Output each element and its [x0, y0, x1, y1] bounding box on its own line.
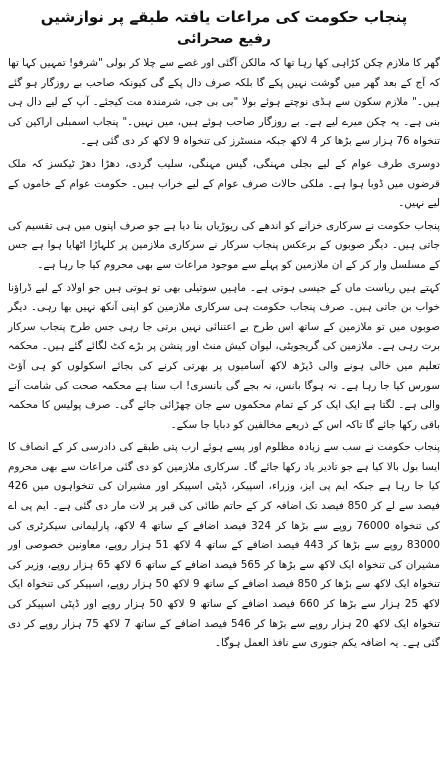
- article-paragraph: کہتے ہیں ریاست ماں کے جیسی ہوتی ہے۔ ماہیں سوتیلی بھی تو ہوتی ہیں جو اولاد کے لیے ڈراؤنا خواب بن جاتی ہیں۔ صرف پنجاب حکومت ہی سرکاری ملازمین کو اپنی آنکھ نہیں بھا رہی۔ دیگر صوبوں میں تو ملازمین کے ساتھ اس طرح بے اعتنائی نہیں برتی جا رہی جس طرح پنجاب سرکار برت رہی ہے۔ ملازمین کی گریجویٹی، لیوان کیش منٹ اور پنشن پر بڑے کٹ لگائے گئے ہیں۔ محکمہ تعلیم میں خالی ہونے والی ڈیڑھ لاکھ آسامیوں پر بھرتی کرنے کی بجائے اسکولوں کو ہی آؤٹ سورس کیا جا رہا ہے۔ نہ ہوگا بانس، نہ بجے گی بانسری! اب سنا ہے محکمہ صحت کی شامت آنے والی ہے۔ لگتا ہے ایک ایک کر کے تمام محکموں سے جان چھڑائی جائے گی۔ صرف پولیس کا محکمہ باقی رکھا جائے گا تاکہ اس کے ذریعے مخالفین کو دبایا جا سکے۔: [8, 281, 440, 431]
- article-paragraph: گھر کا ملازم چکن کڑاہی کھا رہا تھا کہ مالکن آگئی اور غصے سے چلا کر بولی "شرفو! تمہیں کہا تھا کہ آج کے بعد گھر میں گوشت نہیں پکے گا بلکہ صرف دال پکے گی کیونکہ صاحب بے روزگار ہو گئے ہیں۔" ملازم سکون سے ہڈی نوچتے ہوئے بولا "بی بی جی، شرمندہ مت کیجئے۔ آپ کے لیے دال ہی بنی ہے۔ یہ چکن میرے لیے ہے۔ بے روزگار صاحب ہوئے ہیں، میں نہیں۔" پنجاب اسمبلی اراکین کی تنخواہ 76 ہزار سے بڑھا کر 4 لاکھ جبکہ منسٹرز کی تنخواہ 9 لاکھ کر دی گئی ہے۔: [8, 57, 440, 148]
- article-author: رفیع صحرائی: [177, 31, 271, 47]
- article-title: پنجاب حکومت کی مراعات یافتہ طبقے پر نوازشیں: [40, 8, 408, 26]
- article-paragraph: دوسری طرف عوام کے لیے بجلی مہنگی، گیس مہنگی، سلیب گردی، دھڑا دھڑ ٹیکسز کہ ملک قرضوں میں ڈوبا ہوا ہے۔ ملکی حالات صرف عوام کے لیے خراب ہیں۔ حکومت عوام کے خاموں کے لیے نہیں۔: [8, 157, 440, 210]
- article-paragraph: پنجاب حکومت نے سب سے زیادہ مظلوم اور پسے ہوئے ارب پتی طبقے کی دادرسی کر کے انصاف کا ایسا بول بالا کیا ہے جو تادیر یاد رکھا جائے گا۔ سرکاری ملازمین کو دی گئی مراعات سے بھی محروم کیا جا رہا ہے جبکہ ایم پی ایز، وزراء، اسپیکر، ڈپٹی اسپیکر اور مشیران کی تنخواہوں میں 426 فیصد سے لے کر 850 فیصد تک اضافہ کر کے حاتم طائی کی قبر پر لات مار دی گئی ہے۔ ایم پی اے کی تنخواہ 76000 روپے سے بڑھا کر 324 فیصد اضافے کے ساتھ 4 لاکھ، پارلیمانی سیکرٹری کی 83000 روپے سے بڑھا کر 443 فیصد اضافے کے ساتھ 4 لاکھ 51 ہزار روپے، معاونین خصوصی اور مشیران کی تنخواہ ایک لاکھ سے بڑھا کر 565 فیصد اضافے کے ساتھ 6 لاکھ 65 ہزار روپے، وزیر کی تنخواہ ایک لاکھ سے بڑھا کر 850 فیصد اضافے کے ساتھ 9 لاکھ 50 ہزار روپے، اسپیکر کی تنخواہ ایک لاکھ 25 ہزار سے بڑھا کر 660 فیصد اضافے کے ساتھ 9 لاکھ 50 ہزار روپے اور ڈپٹی اسپیکر کی تنخواہ ایک لاکھ 20 ہزار روپے سے بڑھا کر 546 فیصد اضافے کے ساتھ 7 لاکھ 75 ہزار روپے کر دی گئی ہے۔ یہ اضافہ یکم جنوری سے نافذ العمل ہوگا۔: [8, 441, 441, 650]
- article-paragraph: پنجاب حکومت نے سرکاری خزانے کو اندھے کی ریوڑیاں بنا دیا ہے جو صرف اپنوں میں ہی تقسیم کی جاتی ہیں۔ دیگر صوبوں کے برعکس پنجاب سرکار نے سرکاری ملازمین پر کلہاڑا اٹھایا ہوا ہے جس کے مسلسل وار کر کے ان ملازمین کو پہلے سے موجود مراعات سے بھی محروم کیا جا رہا ہے۔: [8, 219, 440, 271]
